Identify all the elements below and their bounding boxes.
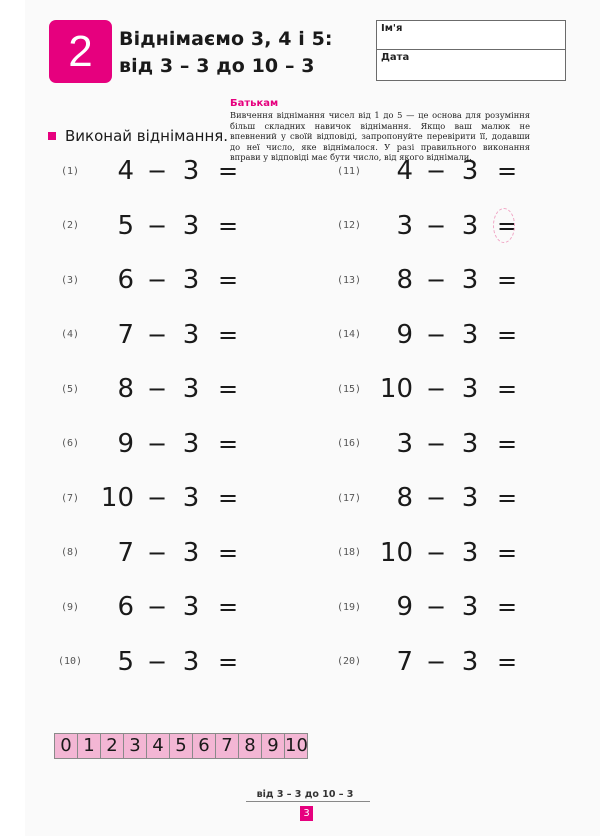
minus-sign: − (425, 538, 447, 567)
minuend: 9 (117, 428, 134, 459)
problem-row (50, 315, 254, 355)
subtrahend: 3 (461, 483, 479, 513)
number-line-cell: 2 (101, 734, 124, 758)
subtrahend: 3 (182, 210, 200, 241)
problem-number: (20) (336, 656, 362, 667)
problem-expression (90, 647, 254, 677)
subtrahend: 3 (182, 319, 200, 350)
problem-number: (10) (57, 656, 83, 667)
problem-expression (90, 592, 254, 622)
number-line-cell: 6 (193, 734, 216, 758)
problem-number: (5) (60, 383, 80, 395)
footer-title: від 3 – 3 до 10 – 3 (256, 789, 354, 800)
minus-sign: − (425, 429, 447, 458)
problem-expression (369, 374, 533, 404)
answer-hint-oval (493, 208, 515, 243)
problem-row (50, 369, 254, 409)
minus-sign: − (146, 375, 168, 403)
minus-sign: − (146, 320, 168, 349)
number-line-cell: 8 (239, 734, 262, 758)
minus-sign: − (146, 538, 168, 567)
problem-row (329, 587, 533, 627)
minus-sign: − (425, 375, 447, 403)
minuend: 4 (117, 156, 134, 186)
problem-number: (13) (336, 274, 362, 286)
minus-sign: − (146, 429, 168, 458)
date-label: Дата (381, 52, 410, 63)
date-field[interactable] (377, 50, 565, 79)
page-number: 3 (300, 806, 313, 821)
problem-expression (90, 320, 254, 350)
problem-expression (369, 156, 533, 186)
problem-row (329, 260, 533, 300)
equals-sign: = (217, 593, 239, 621)
problem-number: (4) (60, 329, 80, 340)
minus-sign: − (425, 157, 447, 185)
minuend: 5 (117, 210, 134, 241)
parents-note-heading: Батькам (230, 98, 279, 109)
minus-sign: − (146, 211, 168, 240)
minuend: 10 (100, 483, 134, 513)
subtrahend: 3 (461, 319, 479, 350)
equals-sign: = (496, 429, 518, 458)
equals-sign: = (217, 320, 239, 349)
number-line-cell: 1 (78, 734, 101, 758)
problem-expression (369, 320, 533, 350)
equals-sign: = (496, 593, 518, 621)
problem-expression (369, 538, 533, 568)
minus-sign: − (425, 266, 447, 294)
subtrahend: 3 (461, 428, 479, 459)
number-line (54, 733, 308, 759)
problem-row (329, 533, 533, 573)
problem-number: (8) (60, 547, 80, 558)
problem-number: (3) (60, 274, 80, 286)
minuend: 7 (117, 537, 134, 568)
minus-sign: − (425, 484, 447, 512)
problem-row (329, 369, 533, 409)
equals-sign: = (496, 320, 518, 349)
bullet-square-icon (48, 132, 56, 140)
minuend: 4 (396, 156, 413, 186)
number-line-cell: 7 (216, 734, 239, 758)
minus-sign: − (146, 484, 168, 512)
problem-row (329, 151, 533, 191)
footer-divider (246, 801, 370, 802)
minuend: 6 (117, 592, 134, 622)
title-line-1: Віднімаємо 3, 4 і 5: (119, 28, 333, 50)
problem-row (50, 206, 254, 246)
problem-number: (11) (336, 165, 362, 177)
problem-number: (15) (336, 383, 362, 395)
minus-sign: − (425, 647, 447, 676)
minuend: 9 (396, 319, 413, 350)
equals-sign: = (496, 266, 518, 294)
equals-sign: = (496, 647, 518, 676)
subtrahend: 3 (182, 646, 200, 677)
subtrahend: 3 (182, 428, 200, 459)
problem-expression (90, 538, 254, 568)
problem-row (50, 587, 254, 627)
number-line-cell: 3 (124, 734, 147, 758)
minus-sign: − (146, 157, 168, 185)
lesson-number-badge: 2 (49, 20, 112, 83)
problem-expression (90, 156, 254, 186)
minuend: 3 (396, 428, 413, 459)
subtrahend: 3 (461, 646, 479, 677)
equals-sign: = (217, 484, 239, 512)
minuend: 6 (117, 265, 134, 295)
equals-sign: = (217, 157, 239, 185)
minus-sign: − (146, 647, 168, 676)
problem-number: (19) (336, 601, 362, 613)
problem-row (50, 533, 254, 573)
equals-sign: = (496, 375, 518, 403)
minuend: 8 (117, 374, 134, 404)
number-line-cell: 10 (285, 735, 308, 756)
number-line-cell: 9 (262, 734, 285, 758)
subtrahend: 3 (461, 374, 479, 404)
minuend: 10 (379, 374, 413, 404)
problem-number: (18) (336, 547, 362, 558)
minus-sign: − (425, 320, 447, 349)
minuend: 3 (396, 210, 413, 241)
equals-sign: = (496, 484, 518, 512)
problem-expression (369, 647, 533, 677)
problem-row (50, 642, 254, 682)
subtrahend: 3 (461, 592, 479, 622)
parents-note-text: Вивчення віднімання чисел від 1 до 5 — це основа для розуміння більш складних навичок віднімання. Якщо ваш малюк не впевнений у своїй відповіді, запропонуйте перевірити її, додавши до неї число, яке віднімалося. У разі правильного виконання вправи у відповіді має бути число, від якого віднімали. (230, 110, 530, 162)
problem-row (329, 478, 533, 518)
problem-row (50, 260, 254, 300)
problem-row (50, 151, 254, 191)
equals-sign: = (217, 647, 239, 676)
subtrahend: 3 (182, 592, 200, 622)
name-label: Ім'я (381, 23, 403, 34)
minus-sign: − (425, 211, 447, 240)
problem-number: (16) (336, 438, 362, 449)
page-title (119, 26, 333, 80)
problem-expression (90, 211, 254, 241)
number-line-cell: 0 (55, 734, 78, 758)
instruction-text: Виконай віднімання. (65, 127, 229, 145)
name-field[interactable] (377, 21, 565, 50)
equals-sign: = (217, 429, 239, 458)
problem-number: (17) (336, 492, 362, 504)
minus-sign: − (146, 593, 168, 621)
subtrahend: 3 (182, 265, 200, 295)
title-line-2: від 3 – 3 до 10 – 3 (119, 55, 315, 77)
problem-number: (2) (60, 220, 80, 231)
minuend: 8 (396, 265, 413, 295)
equals-sign: = (496, 538, 518, 567)
subtrahend: 3 (461, 156, 479, 186)
minuend: 9 (396, 592, 413, 622)
problem-expression (369, 483, 533, 513)
minus-sign: − (425, 593, 447, 621)
subtrahend: 3 (182, 483, 200, 513)
subtrahend: 3 (182, 537, 200, 568)
problem-row (50, 478, 254, 518)
equals-sign: = (496, 157, 518, 185)
equals-sign: = (217, 375, 239, 403)
equals-sign: = (217, 266, 239, 294)
subtrahend: 3 (182, 374, 200, 404)
equals-sign: = (217, 211, 239, 240)
subtrahend: 3 (461, 537, 479, 568)
number-line-cell: 4 (147, 734, 170, 758)
subtrahend: 3 (461, 210, 479, 241)
problem-number: (14) (336, 329, 362, 340)
problem-expression (369, 592, 533, 622)
problem-row (329, 424, 533, 464)
subtrahend: 3 (182, 156, 200, 186)
problem-expression (90, 483, 254, 513)
subtrahend: 3 (461, 265, 479, 295)
problem-row (50, 424, 254, 464)
equals-sign: = (496, 211, 518, 240)
number-line-cell: 5 (170, 734, 193, 758)
minuend: 7 (117, 319, 134, 350)
problem-number: (7) (60, 492, 80, 504)
equals-sign: = (217, 538, 239, 567)
problem-expression (90, 265, 254, 295)
problem-expression (90, 429, 254, 459)
problem-number: (1) (60, 165, 80, 177)
minuend: 7 (396, 646, 413, 677)
problem-number: (9) (60, 601, 80, 613)
problem-expression (369, 429, 533, 459)
problem-number: (12) (336, 220, 362, 231)
problem-row (329, 315, 533, 355)
problem-expression (369, 265, 533, 295)
problem-row (329, 642, 533, 682)
minuend: 5 (117, 646, 134, 677)
minuend: 8 (396, 483, 413, 513)
minus-sign: − (146, 266, 168, 294)
instruction (48, 127, 228, 145)
minuend: 10 (379, 537, 413, 568)
problem-expression (90, 374, 254, 404)
name-date-box (376, 20, 566, 81)
problem-number: (6) (60, 438, 80, 449)
